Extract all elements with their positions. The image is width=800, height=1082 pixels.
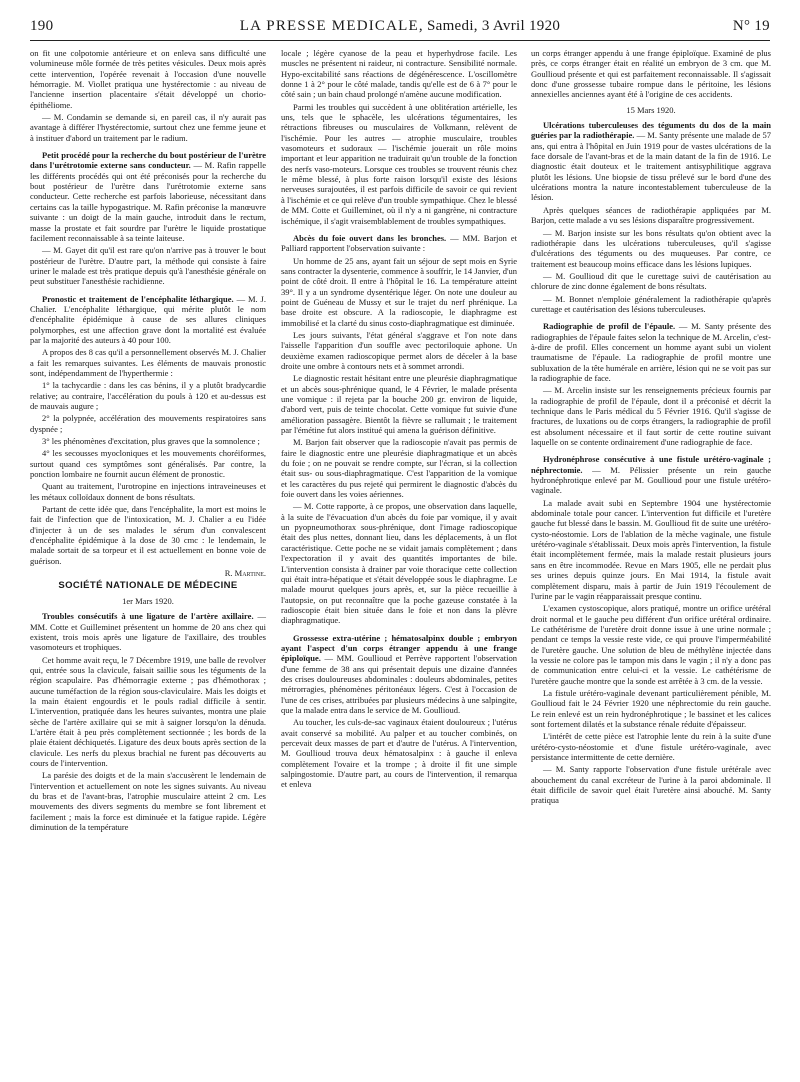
article-heading: Troubles consécutifs à une ligature de l'artère axillaire. (42, 611, 254, 622)
running-title (30, 14, 770, 38)
paragraph: Petit procédé pour la recherche du bout postérieur de l'urètre dans l'urétrotomie externe sans conducteur. — M. Rafin rappelle les différents procédés qui ont été préconisés pour la recherche du bout postérieur de l'urètre dans l'urétrotomie externe sans conducteur. Cette recherche est parfois laborieuse, nécessitant dans certains cas la taille hypogastrique. M. Rafin préconise la manœuvre suivante : un doigt de la main gauche, introduit dans le rectum, masse la prostate et fait sourdre par l'urètre le liquide prostatique facilement reconnaissable à sa teinte laiteuse. (30, 150, 266, 243)
article-heading: Hydronéphrose consécutive à une fistule urétéro-vaginale ; néphrectomie. (531, 454, 771, 475)
paragraph: locale ; légère cyanose de la peau et hyperhydrose facile. Les muscles ne présentent ni raideur, ni contracture. Sensibilité normale. Hypo-excitabilité sans réactions de dégénérescence. L'oscillomètre donne 1 à 2° pour le côté malade, tandis qu'elle est de 6 à 7° pour le côté sain ; un bain chaud prolongé n'amène aucune modification. (281, 48, 517, 100)
journal-name: LA PRESSE MEDICALE (239, 18, 419, 34)
paragraph: L'examen cystoscopique, alors pratiqué, montre un orifice urétéral droit normal et le gauche peu différent d'un orifice urétéral ordinaire. Le cathétérisme de l'uretère droit donne issue à une urine normale ; pendant ce temps la vessie reste vide, ce qui prouve l'imperméabilité de l'uretère gauche. Une solution de bleu de méthylène injectée dans la vessie ne colore pas le tampon mis dans le vagin ; il n'y a donc pas de communication entre celui-ci et la vessie. Le cathétérisme de l'uretère gauche montre que la sonde est arrêtée à 3 cm. de la vessie. (531, 603, 771, 686)
paragraph: La parésie des doigts et de la main s'accusèrent le lendemain de l'intervention et actuellement on note les signes suivants. Au niveau du bras et de l'avant-bras, l'atrophie musculaire atteint 2 cm. Les mouvements des divers segments du membre se font librement et facilement ; mais la force est diminuée et la fatigue rapide. Légère diminution de la température (30, 770, 266, 833)
paragraph: — M. Bonnet n'emploie généralement la radiothérapie qu'après curettage et cautérisation des lésions tuberculeuses. (531, 293, 771, 314)
session-date: 1er Mars 1920. (122, 595, 174, 606)
article-heading: Grossesse extra-utérine ; hématosalpinx double ; embryon ayant l'aspect d'un corps étranger appendu à une frange épiploïque. (281, 632, 517, 664)
paragraph: Hydronéphrose consécutive à une fistule urétéro-vaginale ; néphrectomie. — M. Pélissier présente un rein gauche hydronéphrotique enlevé par M. Goullioud pour une fistule urétéro-vaginale. (531, 454, 771, 496)
paragraph: 2° la polypnée, accélération des mouvements respiratoires sans dyspnée ; (30, 413, 266, 434)
section-title: SOCIÉTÉ NATIONALE DE MÉDECINE (58, 579, 238, 591)
article-heading: Petit procédé pour la recherche du bout postérieur de l'urètre dans l'urétrotomie externe sans conducteur. (30, 150, 266, 171)
paragraph: M. Barjon fait observer que la radioscopie n'avait pas permis de faire le diagnostic entre une pleurésie diaphragmatique et un abcès du foie ; on ne pouvait se rendre compte, sur l'écran, si la collection était sus- ou sous-diaphragmatique. C'est l'apparition de la vomique et les caractères du pus rejeté qui permirent le diagnostic d'abcès du foie ouvert dans les voies aériennes. (281, 437, 517, 500)
paragraph: 4° les secousses myocloniques et les mouvements choréiformes, surtout quand ces symptômes sont généralisés. Par contre, la ponction lombaire ne fournit aucun élément de pronostic. (30, 448, 266, 480)
header-rule (30, 40, 770, 41)
column-middle (281, 48, 517, 792)
issue-number: N° 19 (732, 18, 770, 34)
paragraph: on fit une colpotomie antérieure et on enleva sans difficulté une volumineuse môle formée de très petites vésicules. Deux mois après cette intervention, l'opérée revenait à l'occasion d'une nouvelle hémorragie. M. Viollet pratiqua une hystérectomie : au niveau de l'ancienne insertion placentaire s'était développé un chorio-épithéliome. (30, 48, 266, 110)
paragraph: 1° la tachycardie : dans les cas bénins, il y a plutôt bradycardie relative; au contraire, l'accélération du pouls à 120 et au-dessus est de mauvais augure ; (30, 380, 266, 411)
issue-date: , Samedi, 3 Avril 1920 (418, 18, 561, 34)
paragraph: Grossesse extra-utérine ; hématosalpinx double ; embryon ayant l'aspect d'un corps étranger appendu à une frange épiploïque. — MM. Goullioud et Perrève rapportent l'observation d'une femme de 38 ans qui présentait depuis une dizaine d'années des crises douloureuses abdominales : douleurs abdominales, petites métrorragies, phénomènes péritonéaux légers. C'est à l'occasion de l'une de ces crises, attribuées par plusieurs médecins à une salpingite, que la malade entra dans le service de M. Goullioud. (281, 632, 517, 715)
paragraph: 3° les phénomènes d'excitation, plus graves que la somnolence ; (42, 436, 260, 447)
article-heading: Radiographie de profil de l'épaule. (543, 321, 676, 332)
paragraph: Partant de cette idée que, dans l'encéphalite, la mort est moins le fait de l'infection que de l'intoxication, M. J. Chalier a eu l'idée d'injecter à un de ses malades le sérum d'un convalescent d'encéphalite épidémique à la dose de 30 cmc : le lendemain, le malade sortait de sa torpeur et il est actuellement en bonne voie de guérison. (30, 504, 266, 566)
paragraph: Un homme de 25 ans, ayant fait un séjour de sept mois en Syrie sans contracter la dysenterie, commence à souffrir, le 14 Janvier, d'un point de côté droit. Il entre à l'hôpital le 16. La température atteint 39°. Il y a un syndrome dysentérique léger. On note une douleur au point de Guéneau de Mussy et sur le trajet du nerf phrénique. La base droite est obscure. A la radioscopie, le diaphragme est immobilisé et la clarté du sinus costo-diaphragmatique est diminuée. (281, 255, 518, 328)
paragraph: — M. Condamin se demande si, en pareil cas, il n'y aurait pas avantage à différer l'hystérectomie, surtout chez une femme jeune et à instituer d'abord un traitement par le radium. (30, 112, 266, 143)
article-heading: Abcès du foie ouvert dans les bronches. (293, 232, 447, 243)
column-right (531, 48, 771, 808)
author-signature: R. Martine. (224, 568, 266, 579)
paragraph: La fistule urétéro-vaginale devenant particulièrement pénible, M. Goullioud fait le 24 Février 1920 une néphrectomie du rein gauche. Le rein enlevé est un rein hydronéphrotique ; le bassinet et les calices sont fortement dilatés et la substance rénale réduite d'épaisseur. (531, 687, 771, 729)
paragraph: — M. Barjon insiste sur les bons résultats qu'on obtient avec la radiothérapie dans les ulcérations tuberculeuses, qu'il s'agisse d'ulcérations des téguments ou des muqueuses. Par contre, ce traitement est beaucoup moins efficace dans les lésions lupiques. (531, 227, 771, 269)
paragraph: — M. Cotte rapporte, à ce propos, une observation dans laquelle, à la suite de l'évacuation d'un abcès du foie par vomique, il y avait un pyopneumothorax sous-phrénique, dont l'image radioscopique était des plus nettes, donnant lieu, dans les déplacements, à un flot caractéristique. Cette poche ne se vidait jamais complètement ; dans l'expectoration il y avait des quantités importantes de bile. L'intervention consista à drainer par voie thoracique cette collection qui était intra-hépatique et s'était développée sous le diaphragme. Le malade mourut quelques jours après, et, sur la pièce recueillie à l'autopsie, on put reconnaître que la poche gazeuse constatée à la radioscopie était bien située dans le foie et non dans la plèvre diaphragmatique. (281, 501, 517, 626)
paragraph: — M. Gayet dit qu'il est rare qu'on n'arrive pas à trouver le bout postérieur de l'urètre. D'autre part, la méthode qui consiste à faire uriner le malade est très pratique depuis qu'à l'anesthésie générale on peut substituer l'anesthésie rachidienne. (30, 245, 266, 287)
paragraph: Quant au traitement, l'urotropine en injections intraveineuses et les métaux colloïdaux donnent de bons résultats. (30, 481, 266, 502)
page-number: 190 (30, 18, 54, 34)
page-header (30, 14, 770, 38)
paragraph: Au toucher, les culs-de-sac vaginaux étaient douloureux ; l'utérus avait conservé sa mobilité. Au palper et au toucher combinés, on percevait deux masses de part et d'autre de l'utérus. A l'intervention, M. Goullioud trouva deux hématosalpinx : à gauche il enleva complètement l'ovaire et la trompe ; à droite il fit une simple salpingostomie. D'autre part, au cours de l'intervention, il remarqua et enleva (281, 717, 517, 790)
paragraph: Abcès du foie ouvert dans les bronches. — MM. Barjon et Palliard rapportent l'observation suivante : (281, 232, 517, 254)
paragraph: Après quelques séances de radiothérapie appliquées par M. Barjon, cette malade a vu ses lésions disparaître progressivement. (531, 204, 771, 226)
paragraph: Ulcérations tuberculeuses des téguments du dos de la main guéries par la radiothérapie. — M. Santy présente une malade de 57 ans, qui entra à l'hôpital en Juin 1919 pour de vastes ulcérations de la face dorsale de l'avant-bras et de la main datant de la fin de 1916. Le diagnostic était douteux et le traitement antisyphilitique aggrava plutôt les lésions. Une biopsie de tissu prélevé sur le bord d'une des ulcérations montra la nature incontestablement tuberculeuse de la lésion. (531, 120, 772, 203)
paragraph: Cet homme avait reçu, le 7 Décembre 1919, une balle de revolver qui, entrée sous la clavicule, faisait saillie sous les téguments de la région scapulaire. Pas d'hémorragie externe ; pas d'hémothorax ; aucune tuméfaction de la région sous-claviculaire. Mais les doigts et la main étaient engourdis et le pouls radial difficile à sentir. L'intervention, pratiquée dans les heures suivantes, montra une plaie sèche de l'artère axillaire qui se mit à saigner lorsqu'on la dénuda. L'artère était à peu près complètement sectionnée ; les bords de la plaie étaient déchiquetés. Ligature des deux bouts après section de la clavicule. Les nerfs du plexus brachial ne furent pas découverts au cours de l'intervention. (30, 654, 266, 768)
session-date: 15 Mars 1920. (626, 104, 676, 115)
paragraph: L'intérêt de cette pièce est l'atrophie lente du rein à la suite d'une urétéro-cysto-néostomie et d'une fistule urétéro-vaginale, avec persistance intermittente de cette dernière. (531, 731, 771, 762)
paragraph: Radiographie de profil de l'épaule. — M. Santy présente des radiographies de l'épaule faites selon la technique de M. Arcelin, c'est-à-dire de profil. Elles concernent un homme ayant subi un violent traumatisme de l'épaule. La radiographie de profil montre une subluxation de la tête humérale en arrière, lésion qui ne se voit pas sur la radiographie de face. (531, 321, 771, 383)
paragraph: Le diagnostic restait hésitant entre une pleurésie diaphragmatique et un abcès sous-phrénique quand, le 4 Février, le malade présenta une vomique : il rejeta par la bouche 200 gr. environ de liquide, d'abord vert, puis de teinte chocolat. Cette vomique fut suivie d'une amélioration passagère. Bientôt la fièvre se rallumait ; le traitement par l'émétine fut alors institué qui amena la guérison définitive. (281, 373, 517, 436)
paragraph: La malade avait subi en Septembre 1904 une hystérectomie abdominale totale pour cancer. L'intervention fut difficile et l'uretère gauche fut blessé dans le bassin. M. Goullioud fit de suite une urétéro-cysto-néostomie. Lors de l'ablation de la mèche vaginale, une fistule urétéro-vaginale s'établissait. Deux mois après l'intervention, la fistule était incomplètement fermée, mais la malade restait plusieurs jours sans en être incommodée. Revue en Mars 1905, elle ne perdait plus ses urines depuis quinze jours. En Mai 1914, la fistule avait complètement disparu, mais à partir de Juin 1919 l'écoulement de l'urine par le vagin réapparaissait presque continu. (531, 497, 771, 601)
paragraph: Pronostic et traitement de l'encéphalite léthargique. — M. J. Chalier. L'encéphalite léthargique, qui mérite plutôt le nom d'encéphalite épidémique à cause de ses allures cliniques polymorphes, est une affection grave dont la mortalité est évaluée par la majorité des auteurs à 40 pour 100. (30, 293, 266, 345)
column-left (30, 48, 266, 834)
paragraph: — M. Goullioud dit que le curettage suivi de cautérisation au chlorure de zinc donne également de bons résultats. (531, 270, 771, 292)
paragraph: Les jours suivants, l'état général s'aggrave et l'on note dans l'aisselle l'apparition d'un souffle avec pectoriloquie aphone. Un deuxième examen radioscopique permet alors de déceler à la base droite une ombre à contours nets et à sommet arrondi. (281, 329, 517, 371)
article-heading: Pronostic et traitement de l'encéphalite léthargique. (42, 293, 234, 304)
article-heading: Ulcérations tuberculeuses des téguments du dos de la main guéries par la radiothérapie. (531, 120, 771, 141)
paragraph: — M. Santy rapporte l'observation d'une fistule urétérale avec abouchement du canal excréteur de l'urine à la paroi abdominale. Il était difficile de savoir quel était l'uretère ainsi abouché. M. Santy pratiqua (531, 764, 771, 806)
paragraph: Troubles consécutifs à une ligature de l'artère axillaire. — MM. Cotte et Guilleminet présentent un homme de 20 ans chez qui existent, trois mois après une ligature de l'axillaire, des troubles vasomoteurs et trophiques. (30, 611, 267, 653)
paragraph: Parmi les troubles qui succèdent à une oblitération artérielle, les uns, tels que le sphacèle, les ulcérations tégumentaires, les rétractions fibreuses ou musculaires de Volkmann, relèvent de l'ischémie. Pour les autres — atrophie musculaire, troubles vasomoteurs et sudoraux — l'ischémie jouerait un rôle moins important et leur apparition ne traduirait qu'un trouble de la fonction des nerfs vaso-moteurs. Lorsque ces troubles se trouvent réunis chez le même blessé, à plus forte raison lorsqu'il existe des lésions nerveuses surajoutées, il est parfois difficile de savoir ce qui revient à l'ischémie et ce qui relève d'un trouble sympathique. Chez le blessé de MM. Cotte et Guilleminet, où il n'y a ni gangrène, ni contracture ischémique, il s'agit vraisemblablement de troubles sympathiques. (281, 101, 517, 226)
paragraph: A propos des 8 cas qu'il a personnellement observés M. J. Chalier a fait les remarques suivantes. Les éléments de mauvais pronostic sont, indépendamment de l'hyperthermie : (30, 347, 266, 378)
paragraph: un corps étranger appendu à une frange épiploïque. Examiné de plus près, ce corps étranger était en réalité un embryon de 3 cm. que M. Goullioud présente et qui est parfaitement reconnaissable. Il s'agissait donc d'une grossesse tubaire rompue dans le péritoine, les lésions annexielles anciennes ayant été à l'origine de ces accidents. (531, 48, 771, 100)
paragraph: — M. Arcelin insiste sur les renseignements précieux fournis par la radiographie de profil de l'épaule, dont il a préconisé et décrit la technique dans le Paris médical du 5 Février 1916. Qu'il s'agisse de fractures, de luxations ou de corps étrangers, la radiographie de profil est absolument nécessaire et il faut sortir de cette routine suivant laquelle on se contente ordinairement d'une radiographie de face. (531, 385, 771, 448)
